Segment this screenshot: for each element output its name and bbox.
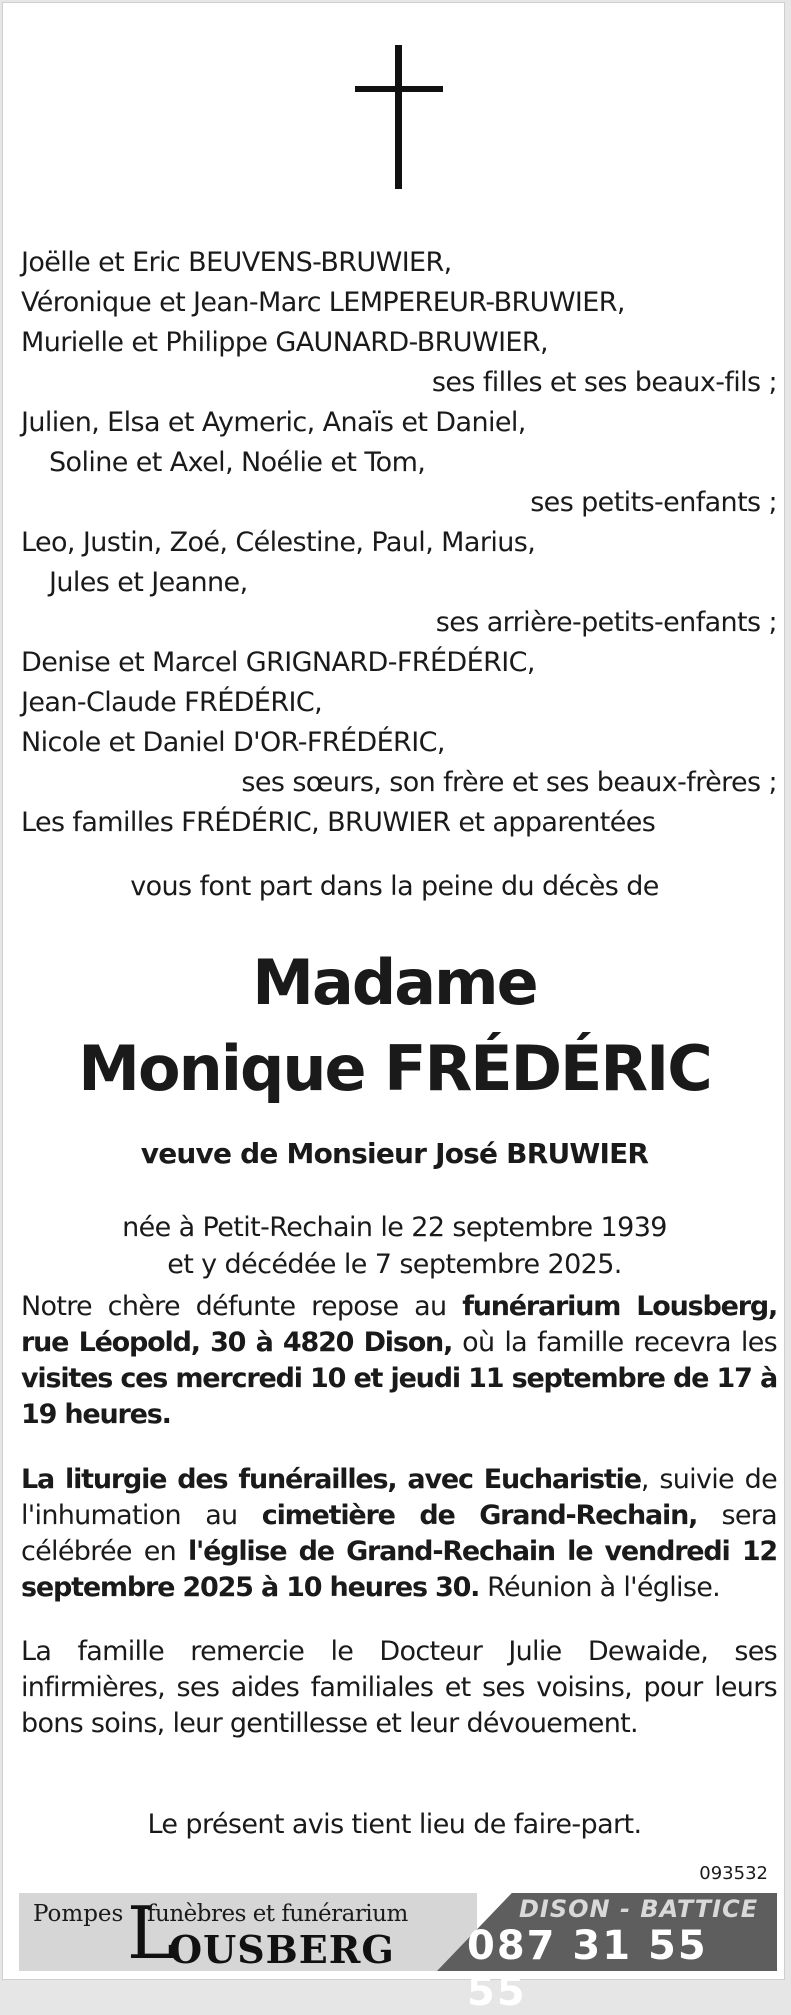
birth-death-info bbox=[3, 1209, 786, 1283]
family-relation: ses filles et ses beaux-fils ; bbox=[431, 367, 777, 398]
family-line: Murielle et Philippe GAUNARD-BRUWIER, bbox=[21, 327, 549, 358]
cross-icon bbox=[355, 45, 443, 189]
closing-note: Le présent avis tient lieu de faire-part. bbox=[147, 1809, 642, 1840]
family-relation: ses arrière-petits-enfants ; bbox=[435, 607, 777, 638]
brand-initial: L bbox=[127, 1891, 175, 1975]
text-run: , suivie de l'inhumation au bbox=[21, 1464, 777, 1531]
bold-run: l'église de Grand-Rechain le vendredi 12 septembre 2025 à 10 heures 30. bbox=[21, 1536, 777, 1603]
funeral-paragraph bbox=[21, 1462, 777, 1606]
funeral-home-banner bbox=[19, 1891, 777, 2015]
brand-name: OUSBERG bbox=[169, 1927, 395, 1972]
text-run: Notre chère défunte repose au bbox=[21, 1291, 463, 1322]
family-line: Julien, Elsa et Aymeric, Anaïs et Daniel, bbox=[21, 407, 526, 438]
birth-line: née à Petit-Rechain le 22 septembre 1939 bbox=[122, 1212, 667, 1243]
deceased-title: Madame bbox=[252, 946, 537, 1019]
bold-run: funérarium Lousberg, rue Léopold, 30 à 4820 Dison, bbox=[21, 1291, 778, 1358]
widow-of: veuve de Monsieur José BRUWIER bbox=[140, 1137, 649, 1170]
phone-number: 087 31 55 55 bbox=[467, 1923, 708, 2015]
visitation-paragraph bbox=[21, 1289, 777, 1433]
locations-text: DISON - BATTICE bbox=[519, 1895, 759, 1923]
family-line: Soline et Axel, Noélie et Tom, bbox=[49, 447, 426, 478]
obituary-notice bbox=[2, 2, 785, 2015]
death-line: et y décédée le 7 septembre 2025. bbox=[167, 1249, 622, 1280]
family-line: Véronique et Jean-Marc LEMPEREUR-BRUWIER, bbox=[21, 287, 625, 318]
announcement: vous font part dans la peine du décès de bbox=[130, 871, 659, 902]
family-line: Joëlle et Eric BEUVENS-BRUWIER, bbox=[21, 247, 452, 278]
text-run: où la famille recevra les bbox=[452, 1327, 777, 1358]
family-line: Nicole et Daniel D'OR-FRÉDÉRIC, bbox=[21, 727, 445, 758]
text-run: sera célébrée en bbox=[21, 1500, 777, 1567]
family-line: Denise et Marcel GRIGNARD-FRÉDÉRIC, bbox=[21, 647, 535, 678]
deceased-name: Monique FRÉDÉRIC bbox=[78, 1032, 711, 1105]
pompes-text: Pompes bbox=[33, 1901, 124, 1927]
family-relation: ses sœurs, son frère et ses beaux-frères ; bbox=[241, 767, 777, 798]
bold-run: cimetière de Grand-Rechain, bbox=[261, 1500, 698, 1531]
family-line: Jean-Claude FRÉDÉRIC, bbox=[21, 687, 323, 718]
funebres-text: funèbres et funérarium bbox=[147, 1901, 408, 1927]
thanks-paragraph: La famille remercie le Docteur Julie Dewaide, ses infirmières, ses aides familiales et ses voisins, pour leurs bons soins, leur gentillesse et leur dévouement. bbox=[21, 1636, 777, 1739]
bold-run: visites ces mercredi 10 et jeudi 11 septembre de 17 à 19 heures. bbox=[21, 1363, 777, 1430]
family-relation: ses petits-enfants ; bbox=[530, 487, 777, 518]
family-line: Les familles FRÉDÉRIC, BRUWIER et apparentées bbox=[21, 807, 656, 838]
family-line: Leo, Justin, Zoé, Célestine, Paul, Marius, bbox=[21, 527, 536, 558]
reference-number: 093532 bbox=[699, 1863, 768, 1884]
text-run: Réunion à l'église. bbox=[479, 1572, 720, 1603]
family-line: Jules et Jeanne, bbox=[49, 567, 248, 598]
bold-run: La liturgie des funérailles, avec Eucharistie bbox=[21, 1464, 641, 1495]
family-list bbox=[21, 243, 777, 843]
